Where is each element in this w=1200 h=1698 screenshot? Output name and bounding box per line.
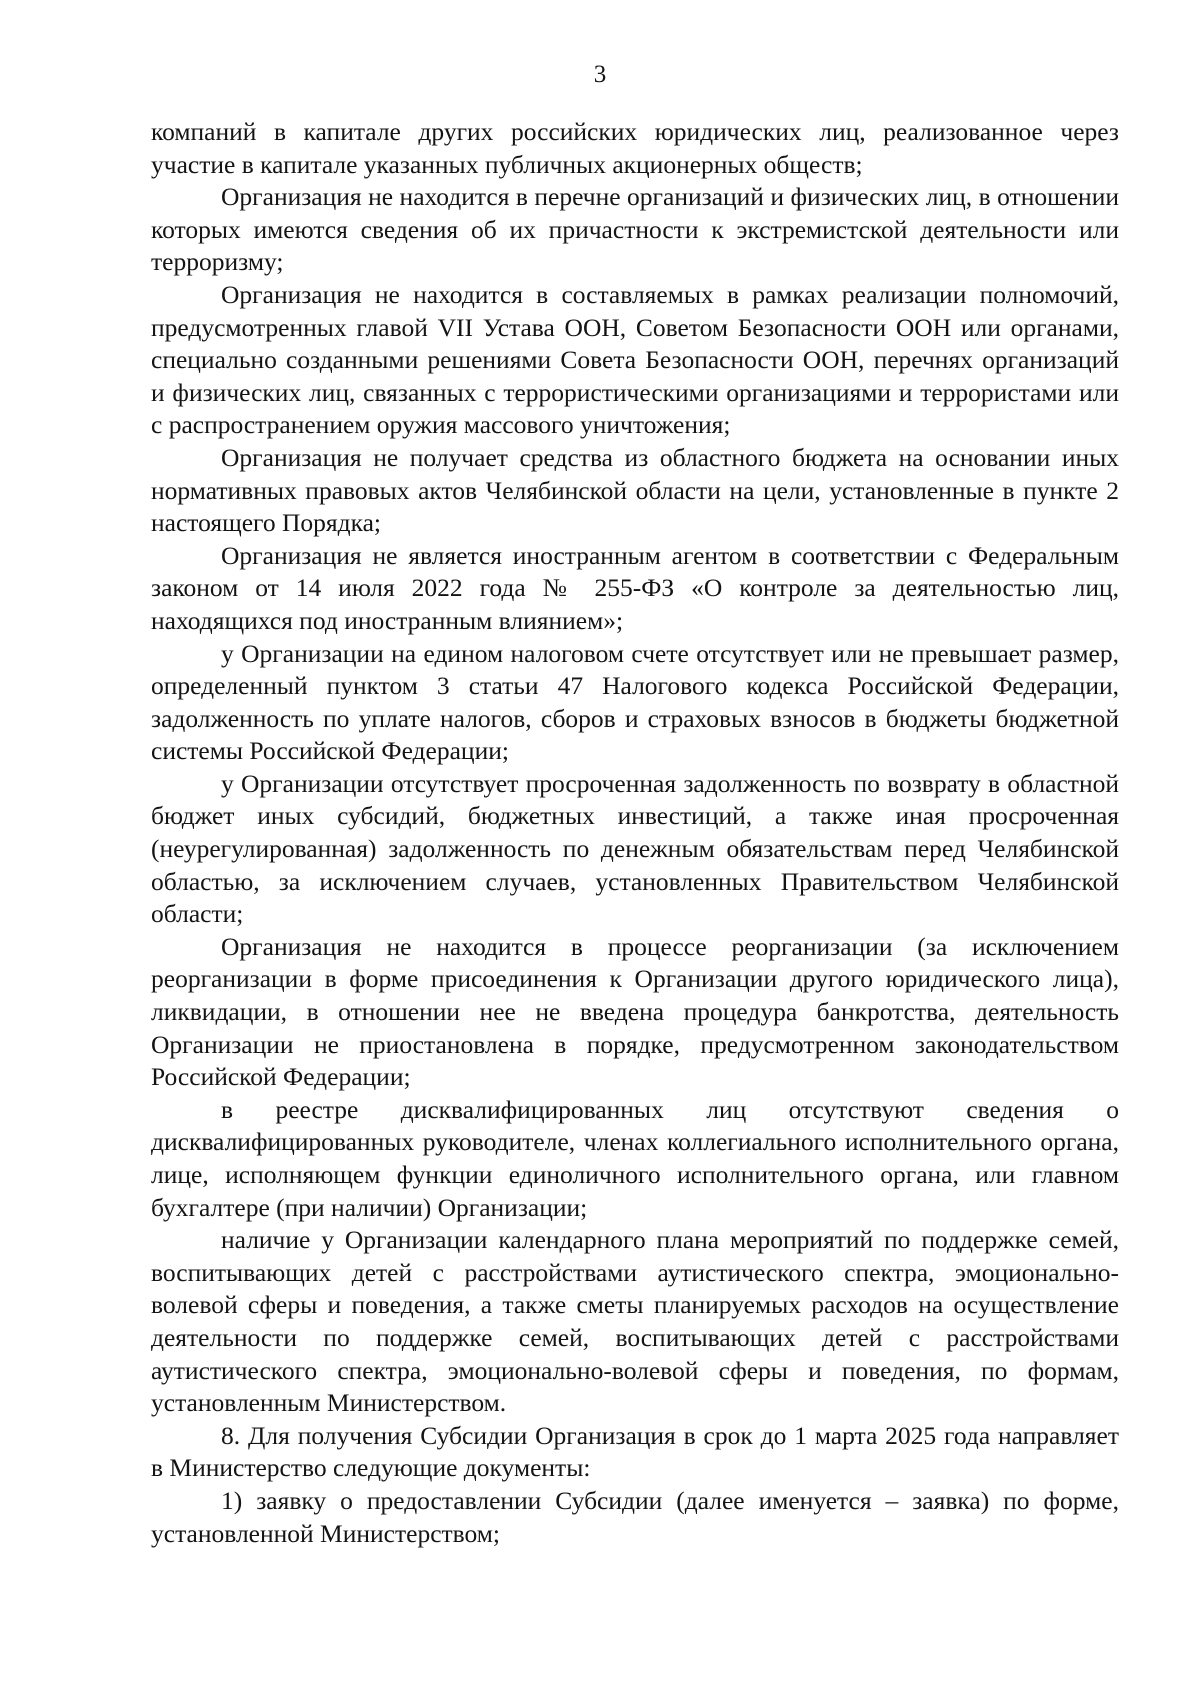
paragraph-overdue-debt: у Организации отсутствует просроченная задолженность по возврату в областной бюджет иных субсидий, бюджетных инвестиций, а также иная просроченная (неурегулированная) задолженность по денежным обязательствам перед Челябинской областью, за исключением случаев, установленных Правительством Челябинской области; [151, 768, 1119, 929]
document-body [151, 116, 1119, 1550]
paragraph-item-8: 8. Для получения Субсидии Организация в срок до 1 марта 2025 года направляет в Министерство следующие документы: [151, 1420, 1119, 1483]
paragraph-tax-debt: у Организации на едином налоговом счете отсутствует или не превышает размер, определенный пунктом 3 статьи 47 Налогового кодекса Российской Федерации, задолженность по уплате налогов, сборов и страховых взносов в бюджеты бюджетной системы Российской Федерации; [151, 638, 1119, 766]
paragraph-event-plan: наличие у Организации календарного плана мероприятий по поддержке семей, воспитывающих детей с расстройствами аутистического спектра, эмоционально-волевой сферы и поведения, а также сметы планируемых расходов на осуществление деятельности по поддержке семей, воспитывающих детей с расстройствами аутистического спектра, эмоционально-волевой сферы и поведения, по формам, установленным Министерством. [151, 1225, 1119, 1418]
page-number: 3 [593, 61, 607, 88]
paragraph-un-security-council-list: Организация не находится в составляемых в рамках реализации полномочий, предусмотренных главой VII Устава ООН, Советом Безопасности ООН или органами, специально созданными решениями Совета Безопасности ООН, перечнях организаций и физических лиц, связанных с террористическими организациями и террористами или с распространением оружия массового уничтожения; [151, 279, 1119, 440]
paragraph-regional-budget-funds: Организация не получает средства из областного бюджета на основании иных нормативных правовых актов Челябинской области на цели, установленные в пункте 2 настоящего Порядка; [151, 442, 1119, 538]
paragraph-foreign-agent: Организация не является иностранным агентом в соответствии с Федеральным законом от 14 июля 2022 года № 255-ФЗ «О контроле за деятельностью лиц, находящихся под иностранным влиянием»; [151, 540, 1119, 635]
paragraph-reorganization: Организация не находится в процессе реорганизации (за исключением реорганизации в форме присоединения к Организации другого юридического лица), ликвидации, в отношении нее не введена процедура банкротства, деятельность Организации не приостановлена в порядке, предусмотренном законодательством Российской Федерации; [151, 931, 1119, 1092]
paragraph-subitem-1: 1) заявку о предоставлении Субсидии (далее именуется – заявка) по форме, установленной Министерством; [151, 1485, 1119, 1548]
paragraph-disqualified-persons: в реестре дисквалифицированных лиц отсутствуют сведения о дисквалифицированных руководителе, членах коллегиального исполнительного органа, лице, исполняющем функции единоличного исполнительного органа, или главном бухгалтере (при наличии) Организации; [151, 1094, 1119, 1222]
paragraph-continuation: компаний в капитале других российских юридических лиц, реализованное через участие в капитале указанных публичных акционерных обществ; [151, 117, 1119, 179]
paragraph-extremism-list: Организация не находится в перечне организаций и физических лиц, в отношении которых имеются сведения об их причастности к экстремистской деятельности или терроризму; [151, 182, 1119, 277]
